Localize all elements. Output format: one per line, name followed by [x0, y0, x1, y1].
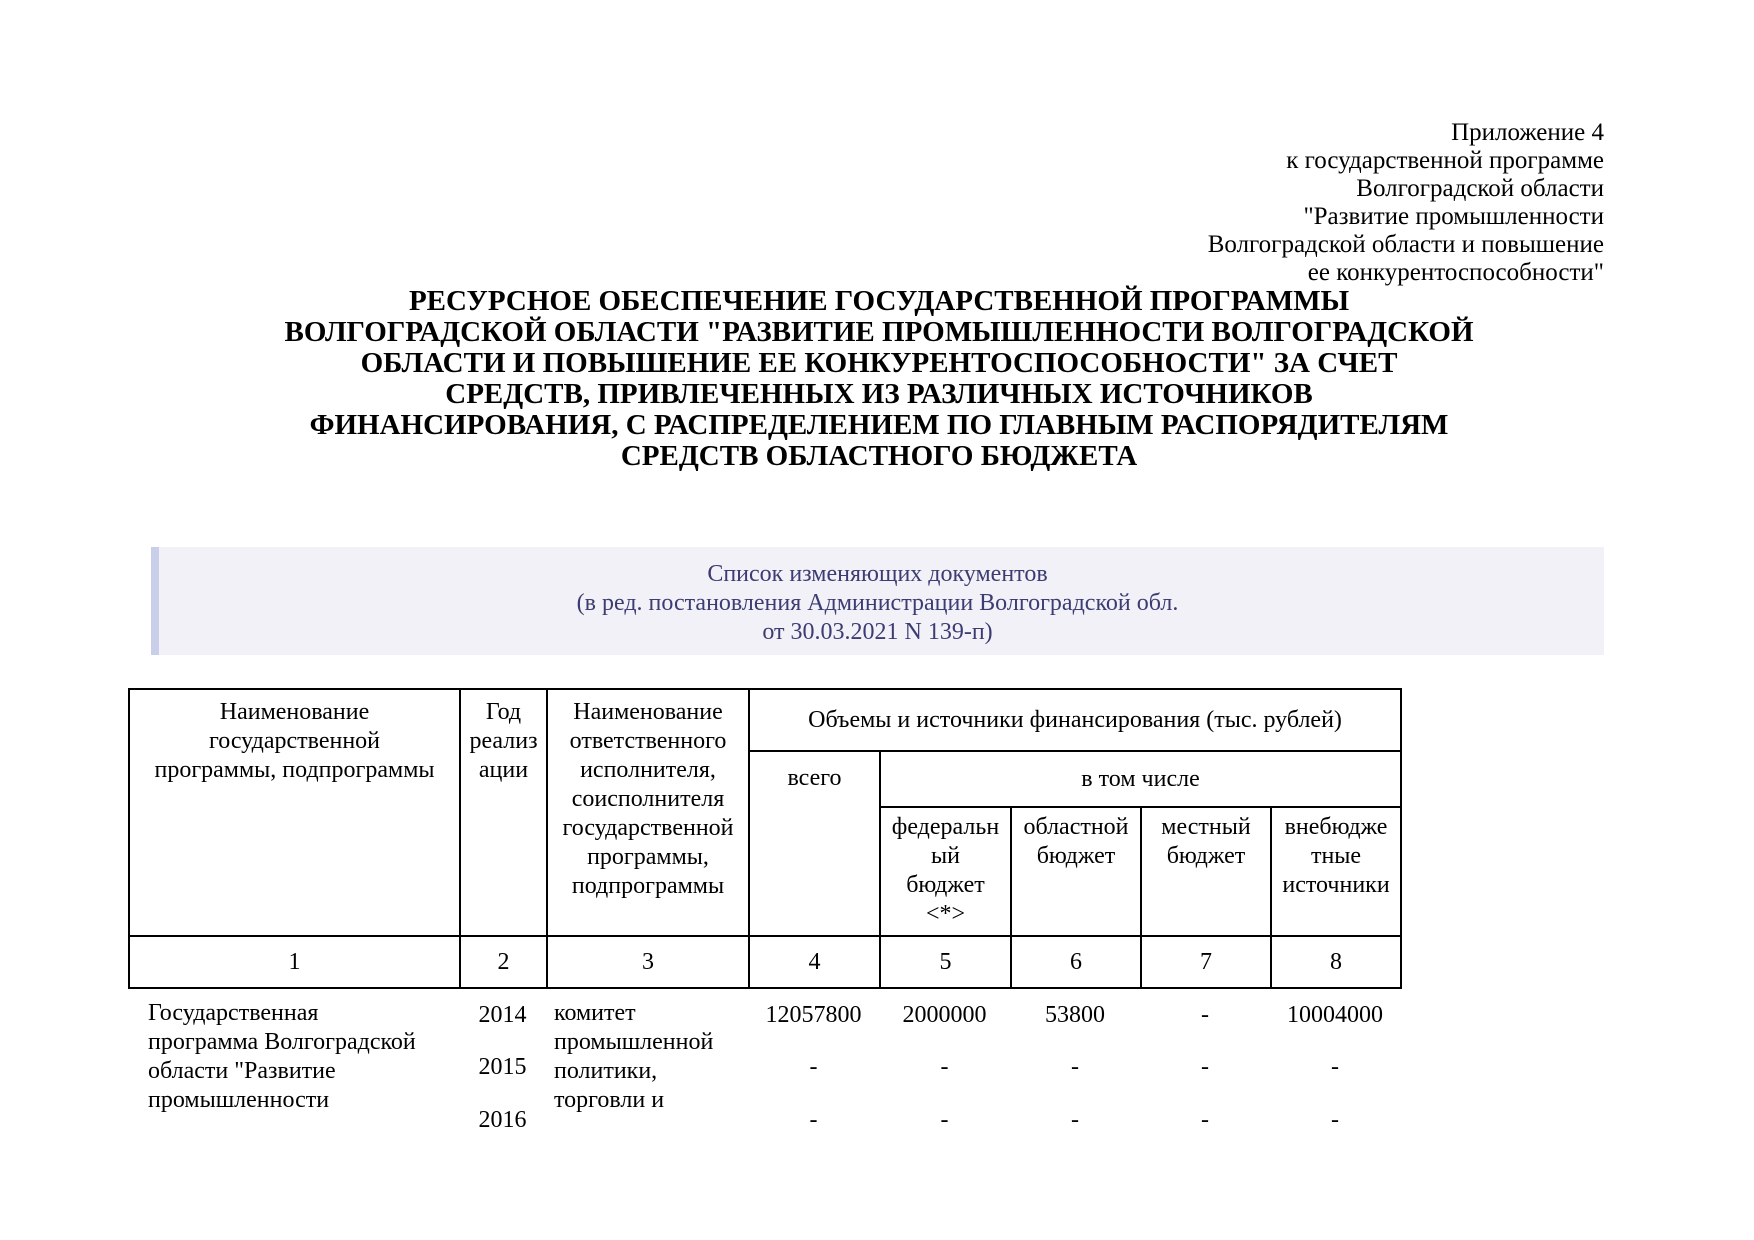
col-header-extrabudgetary: внебюдже тные источники	[1271, 807, 1401, 936]
total-cell: -	[809, 1053, 818, 1080]
local-budget-cell: -	[1201, 1053, 1209, 1080]
table-row	[128, 989, 1400, 1041]
column-number: 4	[749, 936, 880, 988]
column-number: 3	[547, 936, 749, 988]
page-title: РЕСУРСНОЕ ОБЕСПЕЧЕНИЕ ГОСУДАРСТВЕННОЙ ПРОГРАММЫ ВОЛГОГРАДСКОЙ ОБЛАСТИ "РАЗВИТИЕ ПРОМЫШЛЕННОСТИ ВОЛГОГРАДСКОЙ ОБЛАСТИ И ПОВЫШЕНИЕ ЕЕ КОНКУРЕНТОСПОСОБНОСТИ" ЗА СЧЕТ СРЕДСТВ, ПРИВЛЕЧЕННЫХ ИЗ РАЗЛИЧНЫХ ИСТОЧНИКОВ ФИНАНСИРОВАНИЯ, С РАСПРЕДЕЛЕНИЕМ ПО ГЛАВНЫМ РАСПОРЯДИТЕЛЯМ СРЕДСТВ ОБЛАСТНОГО БЮДЖЕТА	[284, 285, 1474, 472]
regional-budget-cell: -	[1071, 1053, 1079, 1080]
total-cell: -	[809, 1106, 818, 1133]
col-header-regional-budget: областной бюджет	[1011, 807, 1141, 936]
column-numbers-row	[129, 936, 1401, 988]
column-number: 5	[880, 936, 1011, 988]
financing-table-header	[128, 688, 1402, 989]
amendments-left-strip	[151, 547, 159, 655]
col-header-executor: Наименование ответственного исполнителя, соисполнителя государственной программы, подпрограммы	[547, 689, 749, 936]
col-header-total: всего	[749, 751, 880, 936]
year-cell: 2016	[478, 1106, 527, 1133]
regional-budget-cell: 53800	[1045, 1001, 1105, 1028]
financing-table-body	[128, 989, 1400, 1147]
extrabudgetary-cell: -	[1331, 1106, 1339, 1133]
column-number: 6	[1011, 936, 1141, 988]
amendments-box	[151, 547, 1604, 655]
financing-table	[128, 688, 1400, 1147]
col-header-financing-group: Объемы и источники финансирования (тыс. рублей)	[749, 689, 1401, 751]
column-number: 8	[1271, 936, 1401, 988]
col-header-year: Год реализ ации	[460, 689, 547, 936]
federal-budget-cell: 2000000	[902, 1001, 987, 1028]
executor-cell: комитет промышленной политики, торговли и	[554, 1000, 714, 1113]
program-name-cell: Государственная программа Волгоградской области "Развитие промышленности	[148, 1000, 416, 1113]
federal-budget-cell: -	[940, 1106, 949, 1133]
local-budget-cell: -	[1201, 1106, 1209, 1133]
column-number: 7	[1141, 936, 1271, 988]
total-cell: 12057800	[765, 1001, 862, 1028]
amendments-text: Список изменяющих документов (в ред. постановления Администрации Волгоградской обл. от 30.03.2021 N 139-п)	[576, 561, 1179, 645]
appendix-note: Приложение 4 к государственной программе Волгоградской области "Развитие промышленности Волгоградской области и повышение ее конкурентоспособности"	[1207, 119, 1604, 286]
year-cell: 2014	[478, 1001, 527, 1028]
extrabudgetary-cell: 10004000	[1287, 1001, 1383, 1028]
year-cell: 2015	[478, 1053, 527, 1080]
regional-budget-cell: -	[1071, 1106, 1079, 1133]
column-number: 1	[129, 936, 460, 988]
col-header-local-budget: местный бюджет	[1141, 807, 1271, 936]
federal-budget-cell: -	[940, 1053, 949, 1080]
col-header-program-name: Наименование государственной программы, подпрограммы	[129, 689, 460, 936]
local-budget-cell: -	[1201, 1001, 1209, 1028]
extrabudgetary-cell: -	[1331, 1053, 1339, 1080]
column-number: 2	[460, 936, 547, 988]
col-header-federal-budget: федеральн ый бюджет <*>	[880, 807, 1011, 936]
col-header-included: в том числе	[880, 751, 1401, 807]
